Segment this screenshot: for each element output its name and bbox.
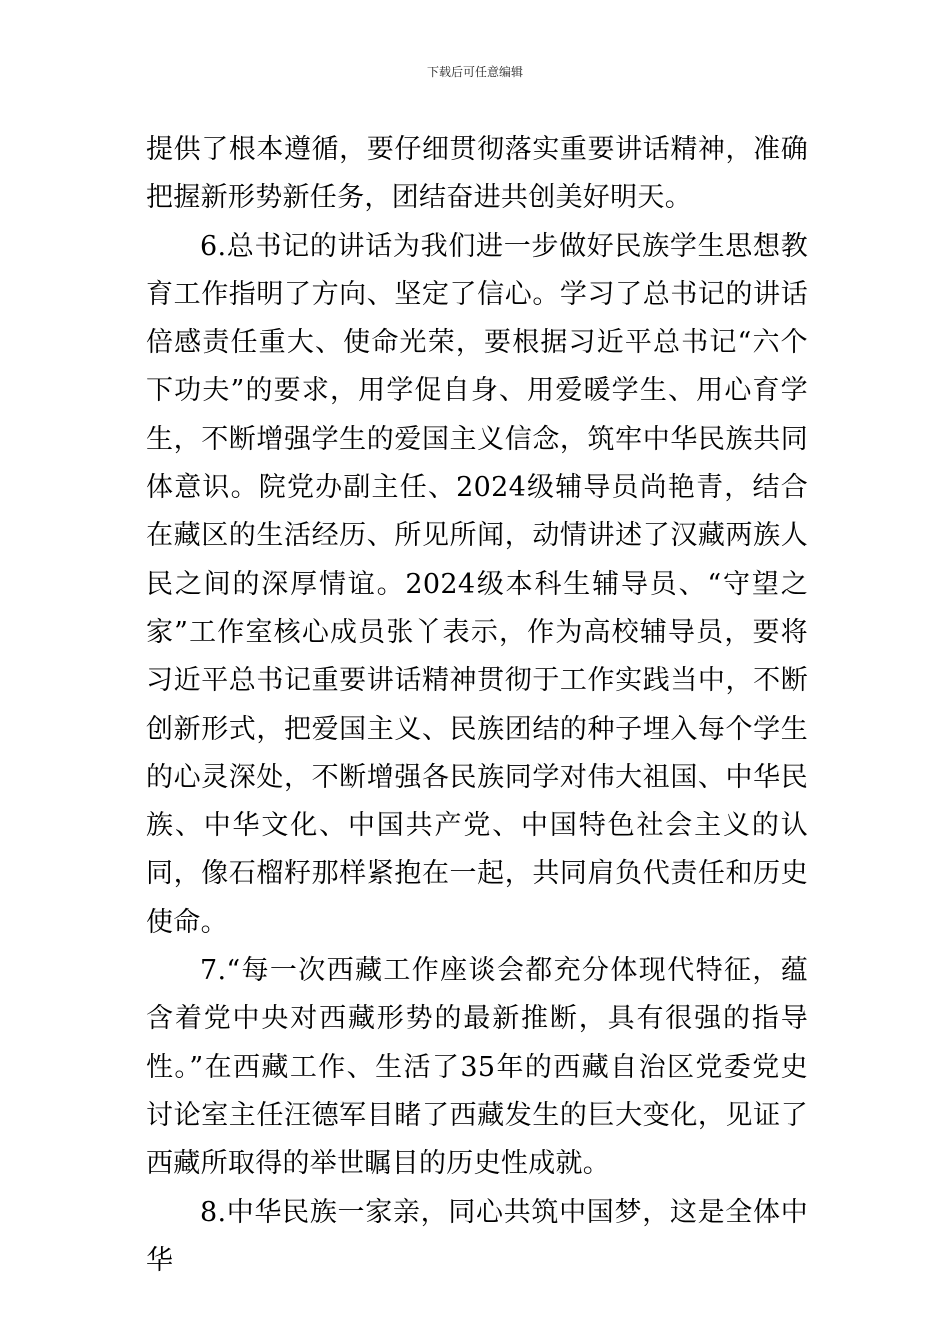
paragraph-item-7: 7.“每一次西藏工作座谈会都充分体现代特征，蕴含着党中央对西藏形势的最新推断，具有很强的指导性。”在西藏工作、生活了35年的西藏自治区党委党史讨论室主任汪德军目睹了西藏发生的巨大变化，见证了西藏所取得的举世瞩目的历史性成就。	[146, 955, 808, 1180]
paragraph-item-6: 6.总书记的讲话为我们进一步做好民族学生思想教育工作指明了方向、坚定了信心。学习了总书记的讲话倍感责任重大、使命光荣，要根据习近平总书记“六个下功夫”的要求，用学促自身、用爱暖学生、用心育学生，不断增强学生的爱国主义信念，筑牢中华民族共同体意识。院党办副主任、2024级辅导员尚艳青，结合在藏区的生活经历、所见所闻，动情讲述了汉藏两族人民之间的深厚情谊。2024级本科生辅导员、“守望之家”工作室核心成员张丫表示，作为高校辅导员，要将习近平总书记重要讲话精神贯彻于工作实践当中，不断创新形式，把爱国主义、民族团结的种子埋入每个学生的心灵深处，不断增强各民族同学对伟大祖国、中华民族、中华文化、中国共产党、中国特色社会主义的认同，像石榴籽那样紧抱在一起，共同肩负代责任和历史使命。	[146, 230, 808, 938]
page-header: 下载后可任意编辑	[426, 65, 523, 79]
paragraph-continuation: 提供了根本遵循，要仔细贯彻落实重要讲话精神，准确把握新形势新任务，团结奋进共创美好明天。	[146, 134, 808, 214]
paragraph-item-8: 8.中华民族一家亲，同心共筑中国梦，这是全体中华	[146, 1196, 808, 1276]
document-body	[146, 126, 808, 1285]
